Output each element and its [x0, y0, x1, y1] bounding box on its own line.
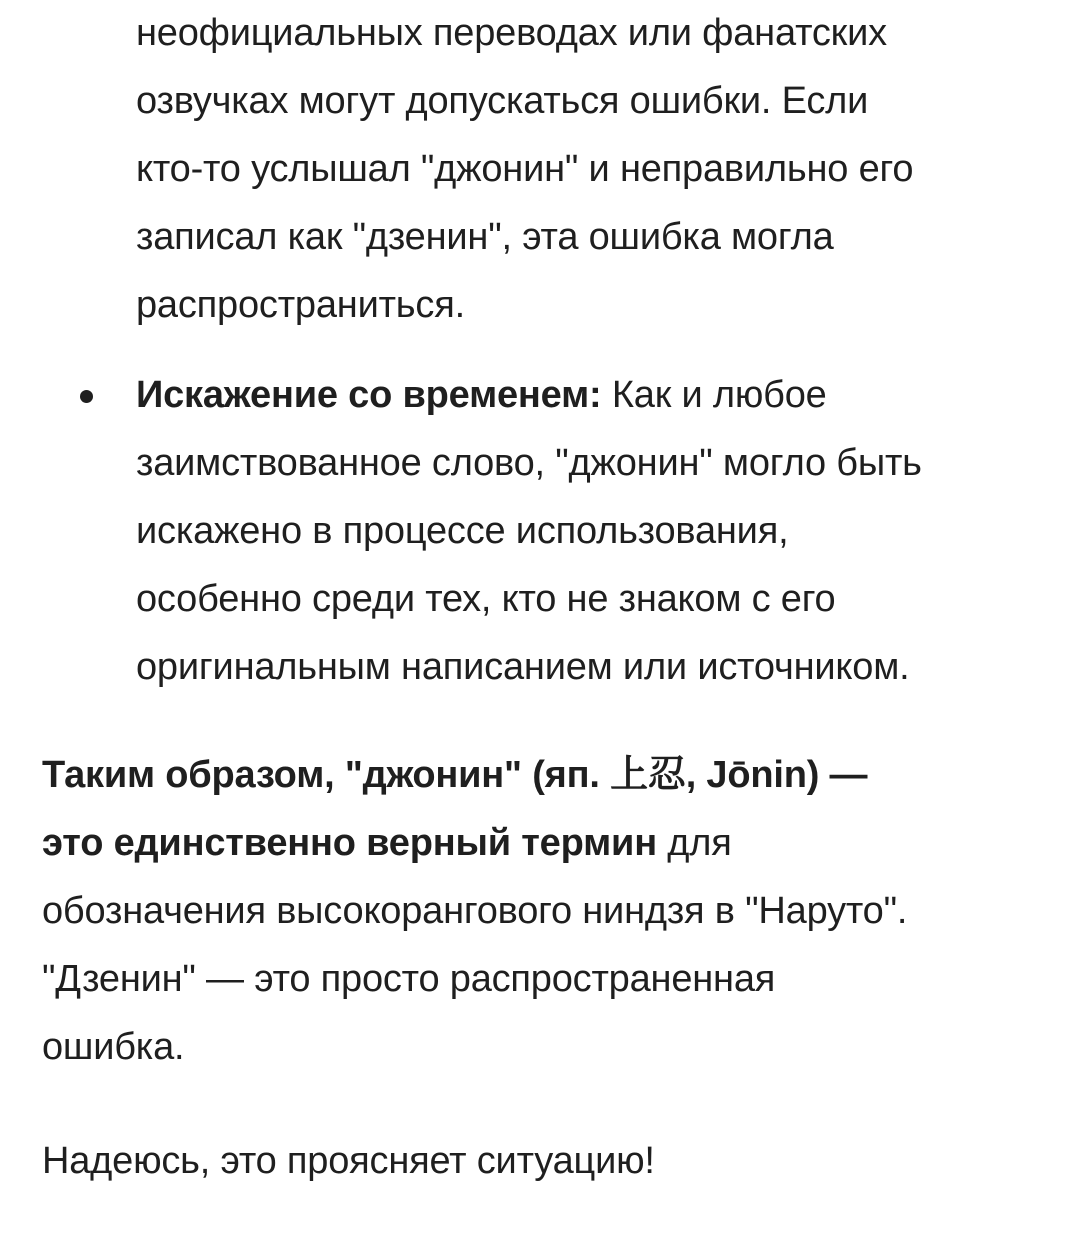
bullet-heading-line	[136, 372, 827, 418]
bullet-text: Как и любое	[601, 374, 827, 416]
bullet-text-line: записал как "дзенин", эта ошибка могла	[136, 216, 834, 258]
bullet-text-line: распространиться.	[136, 284, 465, 326]
conclusion-text: для	[656, 822, 732, 864]
bullet-text-line: кто-то услышал "джонин" и неправильно его	[136, 148, 914, 190]
bullet-text-line: заимствованное слово, "джонин" могло быть	[136, 442, 922, 484]
conclusion-line: ошибка.	[42, 1026, 185, 1068]
conclusion-line: обозначения высокорангового ниндзя в "Наруто".	[42, 890, 908, 932]
bullet-text-line: особенно среди тех, кто не знаком с его	[136, 578, 836, 620]
bullet-text-line: искажено в процессе использования,	[136, 510, 789, 552]
conclusion-bold: это единственно верный термин	[42, 822, 657, 864]
bullet-dot	[80, 390, 93, 403]
closing-line: Надеюсь, это проясняет ситуацию!	[42, 1140, 655, 1182]
conclusion-line: "Дзенин" — это просто распространенная	[42, 958, 776, 1000]
bullet-heading: Искажение со временем:	[136, 374, 602, 416]
bullet-text-line: оригинальным написанием или источником.	[136, 646, 910, 688]
conclusion-bold: Таким образом, "джонин" (яп. 上忍, Jōnin) —	[42, 754, 868, 796]
bullet-text-line: озвучках могут допускаться ошибки. Если	[136, 80, 869, 122]
conclusion-line	[42, 752, 867, 798]
conclusion-line	[42, 820, 732, 866]
bullet-text-line: неофициальных переводах или фанатских	[136, 12, 887, 54]
